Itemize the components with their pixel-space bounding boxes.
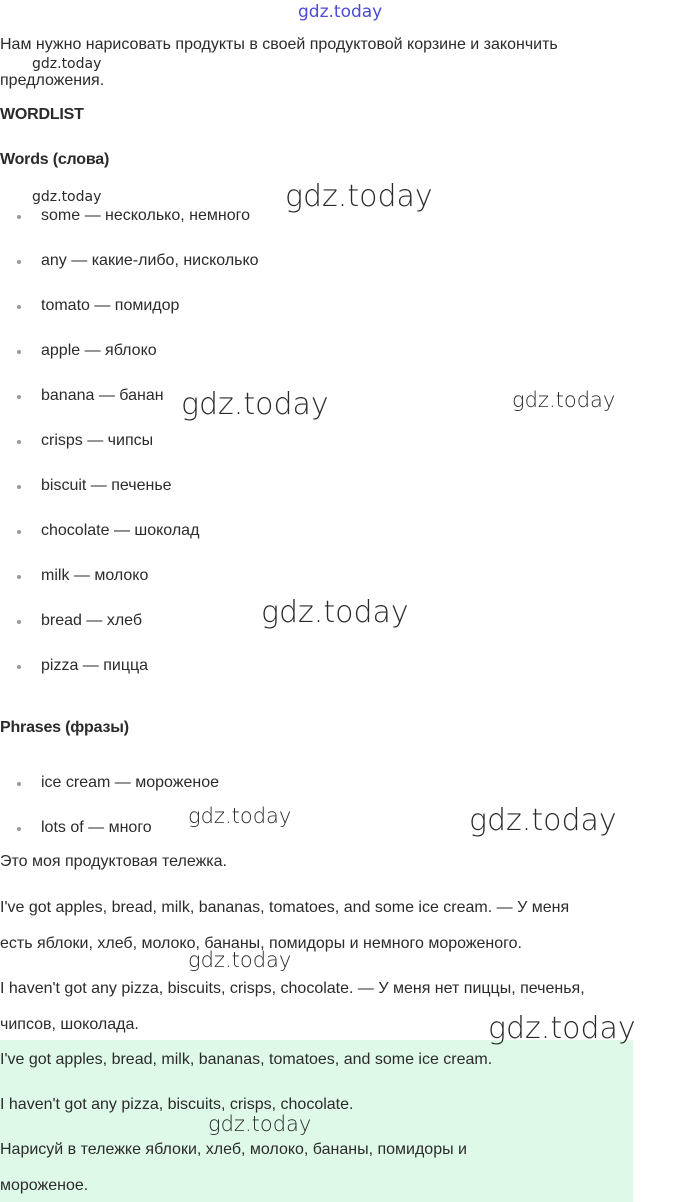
answer-line-1: I've got apples, bread, milk, bananas, tomatoes, and some ice cream.: [0, 1051, 493, 1068]
answer-line-3: Нарисуй в тележке яблоки, хлеб, молоко, бананы, помидоры и: [0, 1141, 467, 1158]
word-item: apple — яблоко: [41, 342, 157, 359]
word-item: tomato — помидор: [41, 297, 180, 314]
phrase-item: ice cream — мороженое: [41, 774, 219, 791]
word-item: any — какие-либо, нисколько: [41, 252, 259, 269]
word-item: milk — молоко: [41, 567, 149, 584]
bullet-icon: [17, 782, 21, 786]
phrase-item: lots of — много: [41, 819, 152, 836]
watermark: gdz.today: [285, 179, 433, 214]
intro-line-1: Нам нужно нарисовать продукты в своей продуктовой корзине и закончить: [0, 36, 558, 53]
got-line-2: есть яблоки, хлеб, молоко, бананы, помидоры и немного мороженого.: [0, 935, 522, 952]
watermark: gdz.today: [261, 595, 409, 630]
watermark: gdz.today: [469, 803, 617, 838]
word-item: crisps — чипсы: [41, 432, 154, 449]
watermark: gdz.today: [188, 804, 292, 828]
intro-line-2: предложения.: [0, 72, 105, 89]
bullet-icon: [17, 620, 21, 624]
watermark: gdz.today: [32, 189, 102, 205]
watermark: gdz.today: [188, 948, 292, 972]
havent-line-2: чипсов, шоколада.: [0, 1016, 139, 1033]
watermark: gdz.today: [181, 387, 329, 422]
bullet-icon: [17, 530, 21, 534]
words-title: Words (слова): [0, 151, 110, 168]
bullet-icon: [17, 395, 21, 399]
word-item: bread — хлеб: [41, 612, 143, 629]
bullet-icon: [17, 440, 21, 444]
bullet-icon: [17, 215, 21, 219]
got-line-1: I've got apples, bread, milk, bananas, tomatoes, and some ice cream. — У меня: [0, 899, 570, 916]
word-item: banana — банан: [41, 387, 164, 404]
bullet-icon: [17, 305, 21, 309]
watermark: gdz.today: [208, 1112, 312, 1136]
answer-line-2: I haven't got any pizza, biscuits, crisps, chocolate.: [0, 1096, 354, 1113]
word-item: chocolate — шоколад: [41, 522, 200, 539]
bullet-icon: [17, 665, 21, 669]
header-watermark: gdz.today: [298, 2, 383, 22]
bullet-icon: [17, 827, 21, 831]
bullet-icon: [17, 350, 21, 354]
answer-line-4: мороженое.: [0, 1177, 89, 1194]
havent-line-1: I haven't got any pizza, biscuits, crisps, chocolate. — У меня нет пиццы, печенья,: [0, 980, 585, 997]
bullet-icon: [17, 575, 21, 579]
caption: Это моя продуктовая тележка.: [0, 853, 227, 870]
bullet-icon: [17, 260, 21, 264]
phrases-title: Phrases (фразы): [0, 719, 129, 736]
wordlist-title: WORDLIST: [0, 106, 84, 123]
watermark: gdz.today: [488, 1011, 636, 1046]
word-item: some — несколько, немного: [41, 207, 250, 224]
word-item: pizza — пицца: [41, 657, 149, 674]
word-item: biscuit — печенье: [41, 477, 172, 494]
watermark: gdz.today: [32, 56, 102, 72]
bullet-icon: [17, 485, 21, 489]
answer-block: [0, 1040, 633, 1202]
watermark: gdz.today: [512, 388, 616, 412]
